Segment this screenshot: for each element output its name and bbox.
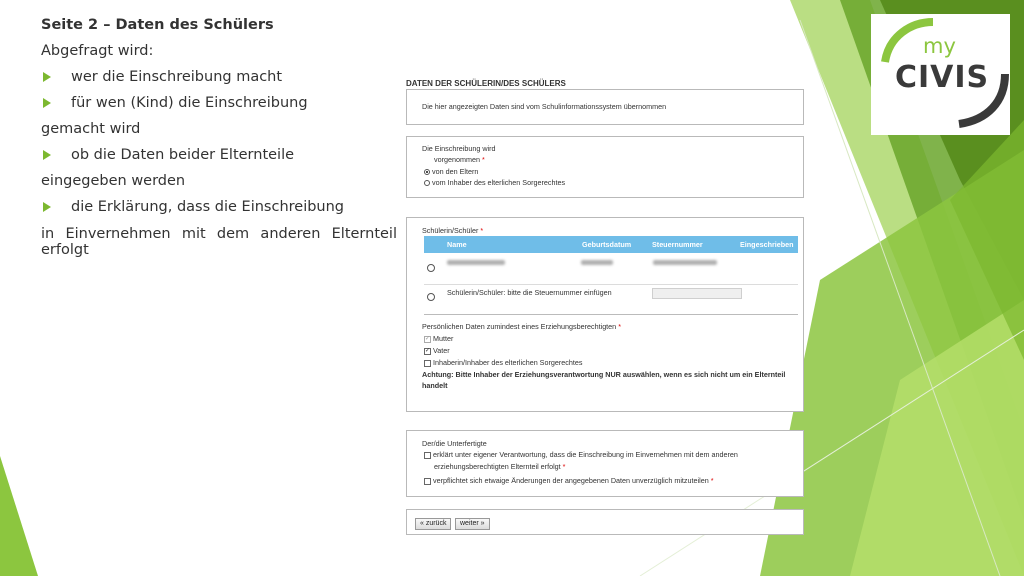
enrollment-panel: [406, 136, 804, 198]
checkbox-icon[interactable]: [424, 360, 431, 367]
bullet-item: [41, 194, 397, 220]
tax-input-label: Schülerin/Schüler: bitte die Steuernummer einfügen: [447, 288, 612, 297]
column-header: Eingeschrieben: [740, 240, 794, 249]
bullet-arrow-icon: [43, 98, 51, 108]
checkbox-label: Inhaberin/Inhaber des elterlichen Sorgerechtes: [433, 358, 583, 367]
enrollment-label-text: vorgenommen: [434, 155, 480, 164]
info-text: Die hier angezeigten Daten sind vom Schulinformationssystem übernommen: [422, 102, 667, 111]
slide-line: in Einvernehmen mit dem anderen Elternteil: [41, 226, 397, 242]
checkbox-holder[interactable]: [424, 358, 582, 367]
radio-button[interactable]: [424, 169, 430, 175]
student-panel: [406, 217, 804, 412]
slide-line: erfolgt: [41, 242, 89, 258]
radio-parents-option[interactable]: [424, 167, 478, 176]
student-table-header: [424, 236, 798, 253]
radio-label: vom Inhaber des elterlichen Sorgerechtes: [432, 178, 566, 187]
checkbox-declare[interactable]: [424, 450, 738, 459]
radio-button[interactable]: [427, 264, 435, 272]
redacted-birthdate: [581, 260, 613, 265]
checkbox-checked-icon[interactable]: ✓: [425, 335, 431, 342]
slide-line: eingegeben werden: [41, 173, 186, 189]
radio-button[interactable]: [424, 180, 430, 186]
checkbox-label: verpflichtet sich etwaige Änderungen der angegebenen Daten unverzüglich mitzuteilen: [433, 476, 709, 485]
redacted-taxnumber: [653, 260, 717, 265]
checkbox-mother[interactable]: [424, 334, 453, 343]
enrollment-label: Die Einschreibung wird: [422, 144, 496, 153]
declare-line-2: [434, 462, 565, 471]
checkbox-icon[interactable]: [424, 452, 431, 459]
column-header: Geburtsdatum: [582, 240, 632, 249]
checkbox-label: Mutter: [433, 334, 454, 343]
bullet-item: [41, 64, 397, 90]
required-marker: *: [480, 226, 484, 235]
bullet-item: [41, 142, 397, 168]
warning-text-2: handelt: [422, 381, 448, 390]
column-header: Steuernummer: [652, 240, 703, 249]
slide-line: Abgefragt wird:: [41, 43, 154, 59]
bullet-text: die Erklärung, dass die Einschreibung: [71, 199, 345, 215]
bullet-text: wer die Einschreibung macht: [71, 69, 283, 85]
radio-guardian-option[interactable]: [424, 178, 565, 187]
checkbox-label: Vater: [433, 346, 450, 355]
mycivis-logo: [871, 14, 1010, 135]
bullet-text: für wen (Kind) die Einschreibung: [71, 95, 308, 111]
warning-text: Achtung: Bitte Inhaber der Erziehungsverantwortung NUR auswählen, wenn es sich nicht um ein Elternteil: [422, 370, 786, 379]
logo-my-text: my: [923, 34, 956, 58]
checkbox-icon[interactable]: [424, 478, 431, 485]
enrollment-label-2: [434, 155, 485, 164]
checkbox-checked-icon[interactable]: ✓: [425, 347, 431, 354]
slide-line: gemacht wird: [41, 121, 141, 137]
row-divider: [424, 284, 798, 285]
slide-heading: Seite 2 – Daten des Schülers: [41, 17, 274, 33]
guardians-label-wrap: [422, 322, 621, 331]
required-marker: *: [481, 155, 485, 164]
bullet-arrow-icon: [43, 150, 51, 160]
checkbox-father[interactable]: [424, 346, 450, 355]
column-header: Name: [447, 240, 467, 249]
bullet-item: [41, 90, 397, 116]
radio-label: von den Eltern: [432, 167, 479, 176]
signatory-panel: [406, 430, 804, 497]
info-panel: [406, 89, 804, 125]
required-marker: *: [710, 476, 714, 485]
bullet-arrow-icon: [43, 202, 51, 212]
redacted-name: [447, 260, 505, 265]
slide-text: [41, 12, 397, 258]
logo-civis-text: CIVIS: [895, 60, 990, 95]
navigation-panel: [406, 509, 804, 535]
tax-number-input[interactable]: [652, 288, 742, 299]
required-marker: *: [562, 462, 566, 471]
student-label: Schülerin/Schüler: [422, 226, 479, 235]
signatory-label: Der/die Unterfertigte: [422, 439, 487, 448]
guardians-label: Persönlichen Daten zumindest eines Erziehungsberechtigten: [422, 322, 617, 331]
required-marker: *: [618, 322, 621, 331]
student-label-wrap: [422, 226, 483, 235]
checkbox-commit[interactable]: [424, 476, 714, 485]
back-button[interactable]: « zurück: [415, 518, 451, 530]
declare-text: erziehungsberechtigten Elternteil erfolgt: [434, 462, 561, 471]
section-divider: [424, 314, 798, 315]
radio-button[interactable]: [427, 293, 435, 301]
student-row-radio[interactable]: [427, 263, 437, 272]
bullet-arrow-icon: [43, 72, 51, 82]
student-new-radio[interactable]: [427, 292, 437, 301]
form-title: DATEN DER SCHÜLERIN/DES SCHÜLERS: [406, 79, 566, 88]
next-button[interactable]: weiter »: [455, 518, 490, 530]
checkbox-label: erklärt unter eigener Verantwortung, dass die Einschreibung im Einvernehmen mit dem anderen: [433, 450, 738, 459]
bullet-text: ob die Daten beider Elternteile: [71, 147, 295, 163]
